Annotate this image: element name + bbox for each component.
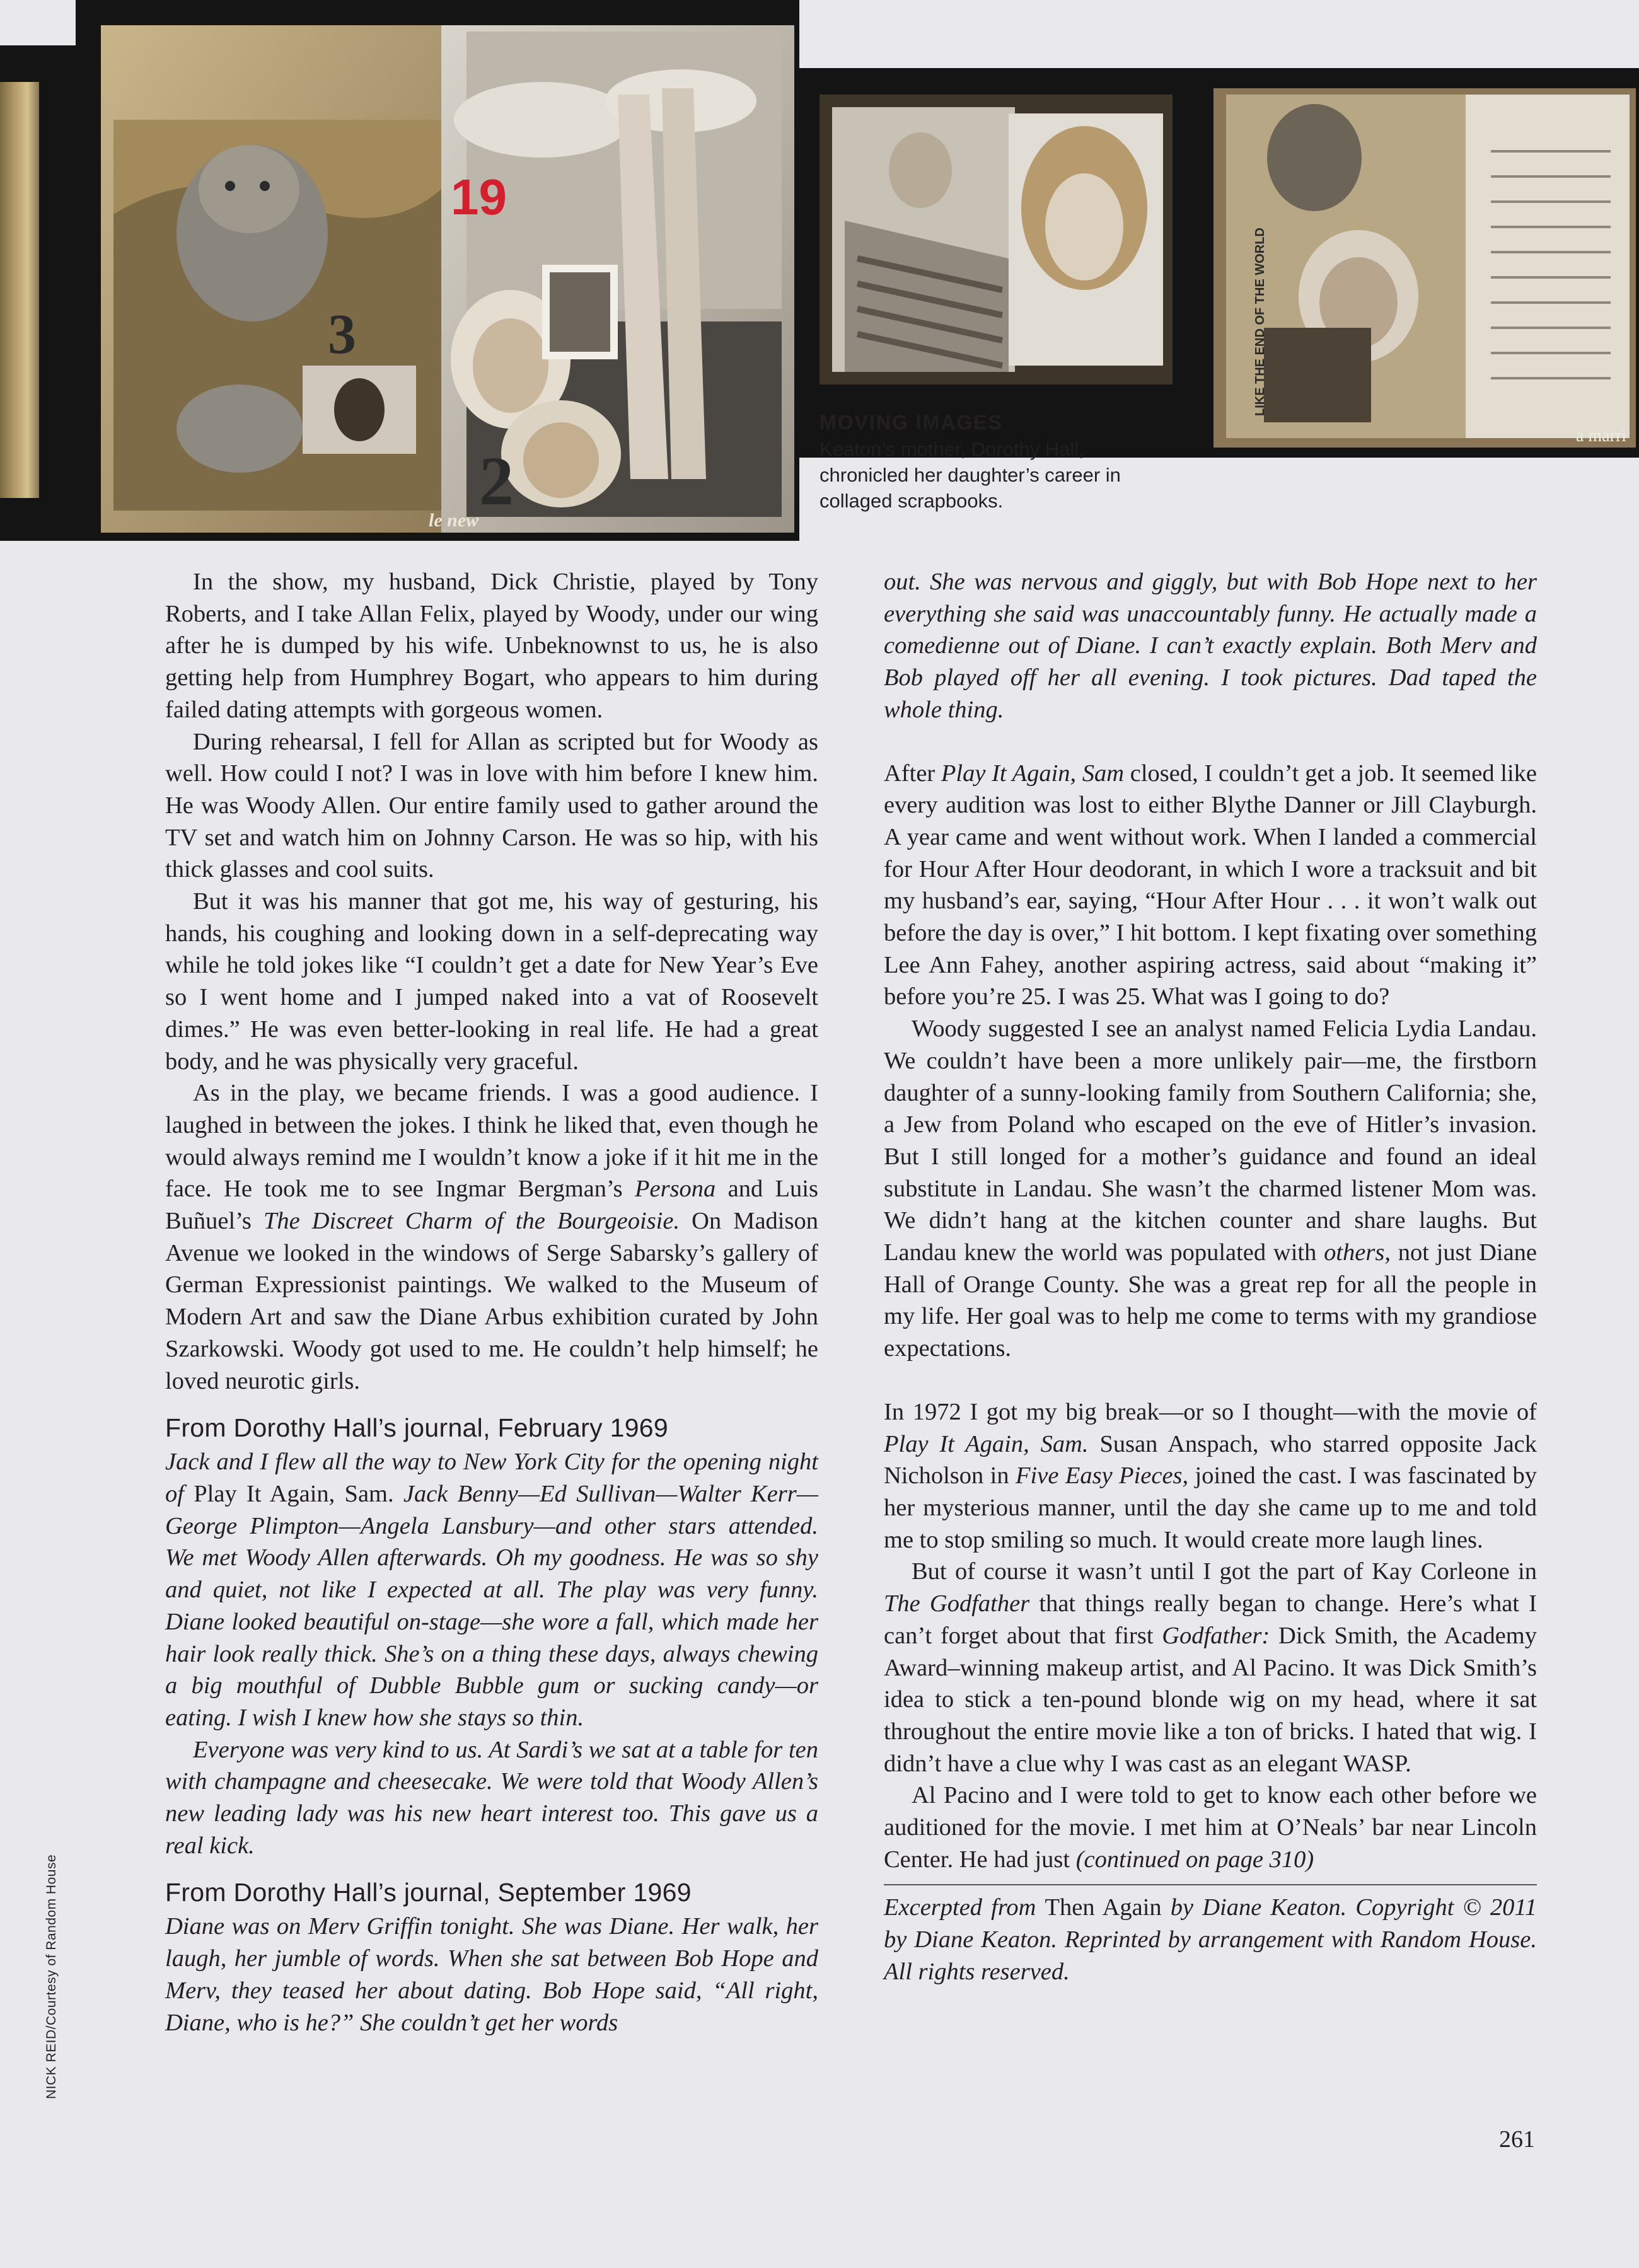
text-run: that things really began to change. Here’s what I can’t forget about that first	[884, 1590, 1537, 1649]
play-title: Play It Again, Sam	[941, 760, 1125, 787]
text-run: As in the play, we became friends. I was a good audience. I laughed in between the jokes. I think he liked that, even though he would always remind me I wouldn’t know a joke if it hit me in the face. He took me to see Ingmar Bergman’s	[165, 1080, 818, 1203]
text-run: and Luis Buñuel’s	[165, 1176, 818, 1235]
paragraph	[884, 1556, 1537, 1779]
scrapbook-right	[1213, 88, 1636, 448]
section-gap	[884, 1365, 1537, 1396]
paragraph	[165, 1077, 818, 1397]
journal-paragraph: out. She was nervous and giggly, but with Bob Hope next to her everything she said was unaccountably funny. He actually made a comedienne out of Diane. I can’t exactly explain. Both Merv and Bob played off her all evening. I took pictures. Dad taped the whole thing.	[884, 569, 1537, 723]
text-run: closed, I couldn’t get a job. It seemed like every audition was lost to either Blythe Danner or Jill Clayburgh. A year came and went without work. When I landed a commercial for Hour After Hour deodorant, in which I wore a tracksuit and bit my husband’s ear, saying, “Hour After Hour . . . it won’t walk out before the day is over,” I hit bottom. I kept fixating over something Lee Ann Fahey, another aspiring actress, said about “making it” before you’re 25. I was 25. What was I going to do?	[884, 760, 1537, 1010]
paragraph	[884, 1779, 1537, 1875]
excerpt-credit	[884, 1892, 1537, 1987]
film-title: The Godfather	[884, 1590, 1030, 1617]
paragraph	[884, 1396, 1537, 1556]
collage-number-2: 2	[479, 443, 514, 519]
scrapbook-left-collage	[101, 25, 794, 533]
text-run: Susan Anspach, who starred opposite Jack Nicholson in	[884, 1430, 1537, 1490]
paragraph	[884, 758, 1537, 1014]
photo-caption	[820, 408, 1173, 514]
text-run: Jack and I flew all the way to New York City for the opening night of	[165, 1449, 818, 1507]
journal-heading: From Dorothy Hall’s journal, September 1969	[165, 1878, 692, 1907]
divider	[884, 1884, 1537, 1885]
text-run: joined the cast. I was fascinated by her mysterious manner, until the day she came up to me and told me to stop smiling so much. It would create more laugh lines.	[884, 1462, 1537, 1553]
collage-number-3: 3	[328, 303, 356, 366]
caption-text: Keaton’s mother, Dorothy Hall, chronicled her daughter’s career in collaged scrapbooks.	[820, 438, 1121, 512]
corner-gap	[0, 0, 76, 45]
text-run: Jack Benny—Ed Sullivan—Walter Kerr—George Plimpton—Angela Lansbury—and other stars attended. We met Woody Allen afterwards. Oh my goodness. He was so shy and quiet, not like I expected at all. The play was very funny. Diane looked beautiful on-stage—she wore a fall, which made her hair look really thick. She’s on a thing these days, always chewing a big mouthful of Dubble Bubble gum or sucking candy—or eating. I wish I knew how she stays so thin.	[165, 1480, 818, 1731]
film-title: The Discreet Charm of the Bourgeoisie.	[263, 1208, 680, 1235]
paragraph: During rehearsal, I fell for Allan as scripted but for Woody as well. How could I not? I was in love with him before I knew him. He was Woody Allen. Our entire family used to gather around the TV set and watch him on Johnny Carson. He was so hip, with his thick glasses and cool suits.	[165, 728, 818, 883]
article-column-left	[165, 566, 818, 2039]
continued-note: (continued on page 310)	[1075, 1846, 1314, 1873]
text-run: Dick Smith, the Academy Award–winning makeup artist, and Al Pacino. It was Dick Smith’s idea to stick a ten-pound blonde wig on my head, where it sat throughout the entire movie like a ton of bricks. I hated that wig. I didn’t have a clue why I was cast as an elegant WASP.	[884, 1622, 1537, 1777]
article-column-right	[884, 566, 1537, 1988]
paragraph: In the show, my husband, Dick Christie, played by Tony Roberts, and I take Allan Felix, played by Woody, under our wing after he is dumped by his wife. Unbeknownst to us, he is also getting help from Humphrey Bogart, who appears to him during failed dating attempts with gorgeous women.	[165, 569, 818, 723]
journal-paragraph	[165, 1446, 818, 1733]
collage-number-19: 19	[451, 169, 507, 225]
text-run: Woody suggested I see an analyst named Felicia Lydia Landau. We couldn’t have been a more unlikely pair—me, the firstborn daughter of a sunny-looking family from Southern California; she, a Jew from Poland who escaped on the eve of Hitler’s invasion. But I still longed for a mother’s guidance and found an ideal substitute in Landau. She wasn’t the charmed listener Mom was. We didn’t hang at the kitchen counter and share laughs. But Landau knew the world was populated with	[884, 1015, 1537, 1266]
text-run: In 1972 I got my big break—or so I thought—with the movie of	[884, 1398, 1537, 1425]
caption-title: MOVING IMAGES	[820, 411, 1003, 434]
film-title: Play It Again, Sam.	[884, 1430, 1089, 1457]
paragraph: But it was his manner that got me, his way of gesturing, his hands, his coughing and looking down in a self-deprecating way while he told jokes like “I couldn’t get a date for New Year’s Eve so I went home and I jumped naked into a vat of Roosevelt dimes.” He was even better-looking in real life. He had a great body, and he was physically very graceful.	[165, 888, 818, 1075]
film-title: Five Easy Pieces,	[1016, 1462, 1189, 1490]
book-title: Then Again	[1045, 1894, 1162, 1921]
film-title: Persona	[634, 1176, 716, 1203]
text-run: After	[884, 760, 941, 787]
collage-fragment-text: le new	[429, 510, 479, 531]
emphasis: others,	[1324, 1239, 1391, 1266]
scrapbook-middle-photos	[820, 95, 1173, 385]
text-run: not just Diane Hall of Orange County. She was a great rep for all the people in my life. Her goal was to help me come to terms with my grandiose expectations.	[884, 1239, 1537, 1362]
section-gap	[884, 726, 1537, 758]
journal-paragraph: Diane was on Merv Griffin tonight. She was Diane. Her walk, her laugh, her jumble of words. When she sat between Bob Hope and Merv, they teased her about dating. Bob Hope said, “All right, Diane, who is he?” She couldn’t get her words	[165, 1913, 818, 2036]
text-run: On Madison Avenue we looked in the windows of Serge Sabarsky’s gallery of German Expressionist paintings. We walked to the Museum of Modern Art and saw the Diane Arbus exhibition curated by John Szarkowski. Woody got used to me. He couldn’t help himself; he loved neurotic girls.	[165, 1208, 818, 1394]
paragraph	[884, 1013, 1537, 1365]
text-run: by Diane Keaton. Copyright © 2011 by Diane Keaton. Reprinted by arrangement with Random House. All rights reserved.	[884, 1894, 1537, 1985]
journal-paragraph: Everyone was very kind to us. At Sardi’s we sat at a table for ten with champagne and cheesecake. We were told that Woody Allen’s new leading lady was his new heart interest too. This gave us a real kick.	[165, 1736, 818, 1859]
text-run: But of course it wasn’t until I got the part of Kay Corleone in	[912, 1558, 1537, 1585]
film-title: Godfather:	[1162, 1622, 1270, 1649]
spine-text: LIKE THE END OF THE WORLD	[1253, 228, 1267, 416]
scrapbook-left	[101, 25, 794, 533]
text-run: Al Pacino and I were told to get to know each other before we auditioned for the movie. I met him at O’Neals’ bar near Lincoln Center. He had just	[884, 1782, 1537, 1873]
journal-heading: From Dorothy Hall’s journal, February 1969	[165, 1413, 669, 1443]
page-fragment-text: a marri	[1576, 426, 1627, 446]
play-title: Play It Again, Sam.	[194, 1480, 394, 1507]
scrapbook-sliver	[0, 82, 39, 498]
page-number: 261	[1499, 2126, 1535, 2153]
scrapbook-middle	[820, 95, 1173, 385]
photo-credit: NICK REID/Courtesy of Random House	[44, 1854, 59, 2099]
text-run: Excerpted from	[884, 1894, 1045, 1921]
scrapbook-right-collage	[1213, 88, 1636, 448]
